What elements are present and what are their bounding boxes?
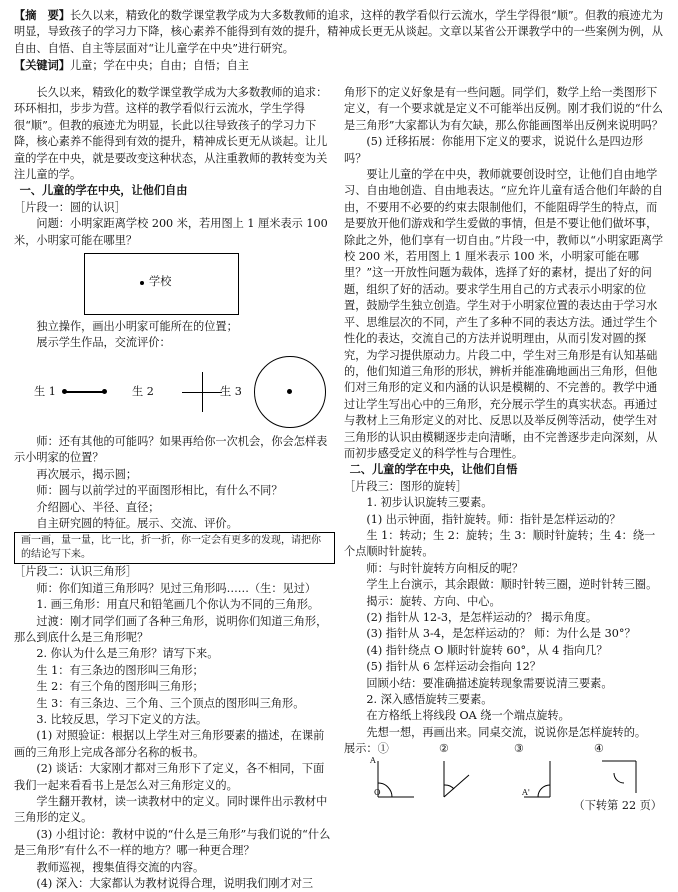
para-q3: 生 1：转动；生 2：旋转；生 3：顺时针旋转；生 4：绕一个点顺时针旋转。 — [344, 528, 656, 559]
figure-number-2: ② — [439, 742, 450, 756]
school-figure — [84, 253, 239, 315]
para-q10: (5) 指针从 6 怎样运动会指向 12？ — [366, 660, 541, 674]
display-label: 展示：① — [344, 742, 389, 756]
abstract-text: 长久以来，精致化的数学课堂教学成为大多数教师的追求，这样的教学看似行云流水，学生学得很“顺”。但教的痕迹尤为明显，导致孩子的学习力下降，核心素养不能得到有效的提升，精神成长更无从谈起。文章以某省公开课教学中的一些案例为例，从自由、自悟、自主等层面对“让儿童学在中央”进行研究。 — [14, 9, 664, 55]
para-q8: (3) 指针从 3-4，是怎样运动的？ 师：为什么是 30°？ — [366, 627, 636, 641]
keywords-paragraph — [14, 57, 664, 74]
abstract-block — [14, 7, 664, 75]
student-2-vertical — [202, 372, 203, 412]
keywords-text: 儿童；学在中央；自由；自悟；自主 — [69, 59, 249, 73]
para-q12: 2. 深入感悟旋转三要素。 — [366, 693, 493, 707]
rotation-figure-1 — [378, 761, 414, 797]
para-p8: 过渡：刚才同学们画了各种三角形，说明你们知道三角形，那么到底什么是三角形呢？ — [14, 614, 328, 644]
student-3-label: 生 3 — [220, 384, 242, 398]
left-column — [14, 85, 335, 892]
student-1-label: 生 1 — [34, 384, 56, 398]
point-label-o: O — [374, 788, 381, 798]
para-q11: 回顾小结：要准确描述旋转现象需要说清三要素。 — [366, 676, 613, 690]
para-p2: 再次展示，揭示圆； — [36, 467, 138, 481]
rotation-figure-2 — [444, 761, 469, 797]
student-1-dot-a — [62, 389, 67, 394]
student-1-segment — [64, 391, 104, 393]
keywords-label: 【关键词】 — [14, 58, 70, 73]
para-q5: 学生上台演示，其余跟做：顺时针转三圈，逆时针转三圈。 — [366, 578, 658, 592]
abstract-label: 【摘 要】 — [14, 8, 70, 22]
para-q1: 1. 初步认识旋转三要素。 — [366, 496, 493, 510]
para-p19: (4) 深入：大家都认为教材说得合理，说明我们刚才对三 — [36, 877, 314, 891]
para-q13: 在方格纸上将线段 OA 绕一个端点旋转。 — [366, 709, 570, 723]
para-r2: (5) 迁移拓展：你能用下定义的要求，说说什么是四边形吗？ — [344, 135, 644, 165]
para-p13: 3. 比较反思，学习下定义的方法。 — [36, 712, 208, 726]
para-p10: 生 1：有三条边的图形叫三角形； — [36, 663, 204, 677]
abstract-paragraph — [14, 7, 664, 57]
intro-paragraph: 长久以来，精致化的数学课堂教学成为大多数教师的追求：环环相扣，步步为营。这样的教学看似行云流水，学生学得很“顺”。但教的痕迹尤为明显，长此以往导致孩子的学习力下降，核心素养不能得到有效的提升，精神成长更无从谈起。让儿童的学在中央，就是要改变这种状态，从注重教师的教转变为关注儿童的学。 — [14, 86, 328, 182]
para-p16: 学生翻开教材，读一读教材中的定义。同时课件出示教材中三角形的定义。 — [14, 795, 328, 825]
para-q9: (4) 指针绕点 O 顺时针旋转 60°，从 4 指向几？ — [366, 643, 608, 657]
para-p4: 介绍圆心、半径、直径； — [36, 500, 160, 514]
section-heading-1: 一、儿童的学在中央，让他们自由 — [19, 184, 188, 198]
operation-2: 展示学生作品，交流评价： — [36, 336, 171, 350]
school-point — [140, 281, 144, 285]
segment-label-2: ［片段二：认识三角形］ — [14, 565, 138, 579]
para-q4: 师：与时针旋转方向相反的呢？ — [366, 561, 524, 575]
para-p11: 生 2：有三个角的图形叫三角形； — [36, 680, 204, 694]
student-3-center — [287, 389, 292, 394]
para-q2: (1) 出示钟面，指针旋转。师：指针是怎样运动的？ — [366, 512, 621, 526]
para-q14: 先想一想，再画出来。同桌交流，说说你是怎样旋转的。 — [366, 725, 647, 739]
para-p3: 师：圆与以前学过的平面图形相比，有什么不同？ — [36, 484, 283, 498]
rotation-figure-4 — [602, 761, 636, 793]
para-p12: 生 3：有三条边、三个角、三个顶点的图形叫三角形。 — [36, 696, 305, 710]
figure-number-4: ④ — [594, 742, 605, 756]
para-r1: 角形下的定义好象是有一些问题。同学们，数学上给一类图形下定义，有一个要求就是定义不可能举出反例。刚才我们说的“什么是三角形”大家都认为有欠缺，那么你能画图举出反例来说明吗？ — [344, 86, 663, 132]
para-p1: 师：还有其他的可能吗？如果再给你一次机会，你会怎样表示小明家的位置？ — [14, 434, 328, 465]
activity-note-box: 画一画，量一量，比一比，折一折，你一定会有更多的发现，请把你的结论写下来。 — [14, 532, 335, 564]
para-p14: (1) 对照验证：根据以上学生对三角形要素的描述，在课前画的三角形上完成各部分名称的板书。 — [14, 729, 325, 759]
point-label-a: A — [370, 756, 376, 766]
para-p7: 1. 画三角形：用直尺和铅笔画几个你认为不同的三角形。 — [36, 598, 320, 612]
continued-footer: （下转第 22 页） — [573, 799, 662, 812]
segment-label-3: ［片段三：图形的旋转］ — [344, 479, 468, 493]
section-heading-2: 二、儿童的学在中央，让他们自悟 — [349, 463, 518, 477]
point-label-a-prime: A' — [522, 788, 530, 798]
student-answers-figure — [14, 354, 335, 432]
para-r3: 要让儿童的学在中央，教师就要创设时空，让他们自由地学习、自由地创造、自由地表达。“应允许儿童有适合他们年龄的自由，不要用不必要的约束去限制他们，不能阻碍学生的特点，而是要放开他们游戏和学生爱做的事情，但是不要让他们做坏事，除此之外，他们享有一切自由。”片段一中，教师以“小明家距离学校 200 米，若用图上 1 厘米表示 100 米，小明家可能在哪里？”这一开放性问题为载体，选择了好的素材，提出了好的问题，组织了好的活动。要求学生用自己的方式表示小明家的位置，鼓励学生独立创造。学生对于小明家位置的表达由于学习水平、思维层次的不同，产生了多种不同的表达方法。通过学生个性化的表达，交流自己的方法并说明理由，从而引发对圆的探究，为学习提供原动力。片段二中，学生对三角形是有认知基础的，他们知道三角形的形状，辨析并能准确地画出三角形，但他们对三角形的定义和内涵的认识是模糊的、不完善的。教学中通过让学生写出心中的三角形，充分展示学生的真实状态。再通过与教材上三角形定义的对比、反思以及举反例等活动，使学生对三角形的认识由模糊逐步走向清晰，由不完善逐步走向深刻，从而初步感受定义的科学性与合理性。 — [344, 168, 664, 460]
student-2-label: 生 2 — [132, 384, 154, 398]
figure-number-3: ③ — [514, 742, 525, 756]
problem-text: 问题：小明家距离学校 200 米，若用图上 1 厘米表示 100 米，小明家可能在哪里？ — [14, 217, 328, 247]
right-column — [344, 85, 665, 801]
para-p15: (2) 谈话：大家刚才都对三角形下了定义，各不相同，下面我们一起来看看书上是怎么对三角形定义的。 — [14, 762, 325, 792]
para-p17: (3) 小组讨论：教材中说的“什么是三角形”与我们说的“什么是三角形”有什么不一样的地方？哪一种更合理？ — [14, 827, 331, 858]
para-p6: 师：你们知道三角形吗？见过三角形吗……（生：见过） — [36, 581, 317, 595]
para-q7: (2) 指针从 12-3，是怎样运动的？ 揭示角度。 — [366, 611, 598, 624]
school-label: 学校 — [149, 275, 172, 289]
student-1-dot-b — [102, 389, 107, 394]
segment-label-1: ［片段一：圆的认识］ — [14, 200, 126, 214]
para-p5: 自主研究圆的特征。展示、交流、评价。 — [36, 516, 238, 530]
rotation-figures — [344, 741, 665, 801]
para-p9: 2. 你认为什么是三角形？请写下来。 — [36, 647, 219, 661]
rotation-diagrams — [374, 755, 654, 801]
para-p18: 教师巡视，搜集值得交流的内容。 — [36, 860, 205, 874]
para-q6: 揭示：旋转、方向、中心。 — [366, 594, 501, 608]
operation-1: 独立操作，画出小明家可能所在的位置； — [36, 320, 238, 334]
